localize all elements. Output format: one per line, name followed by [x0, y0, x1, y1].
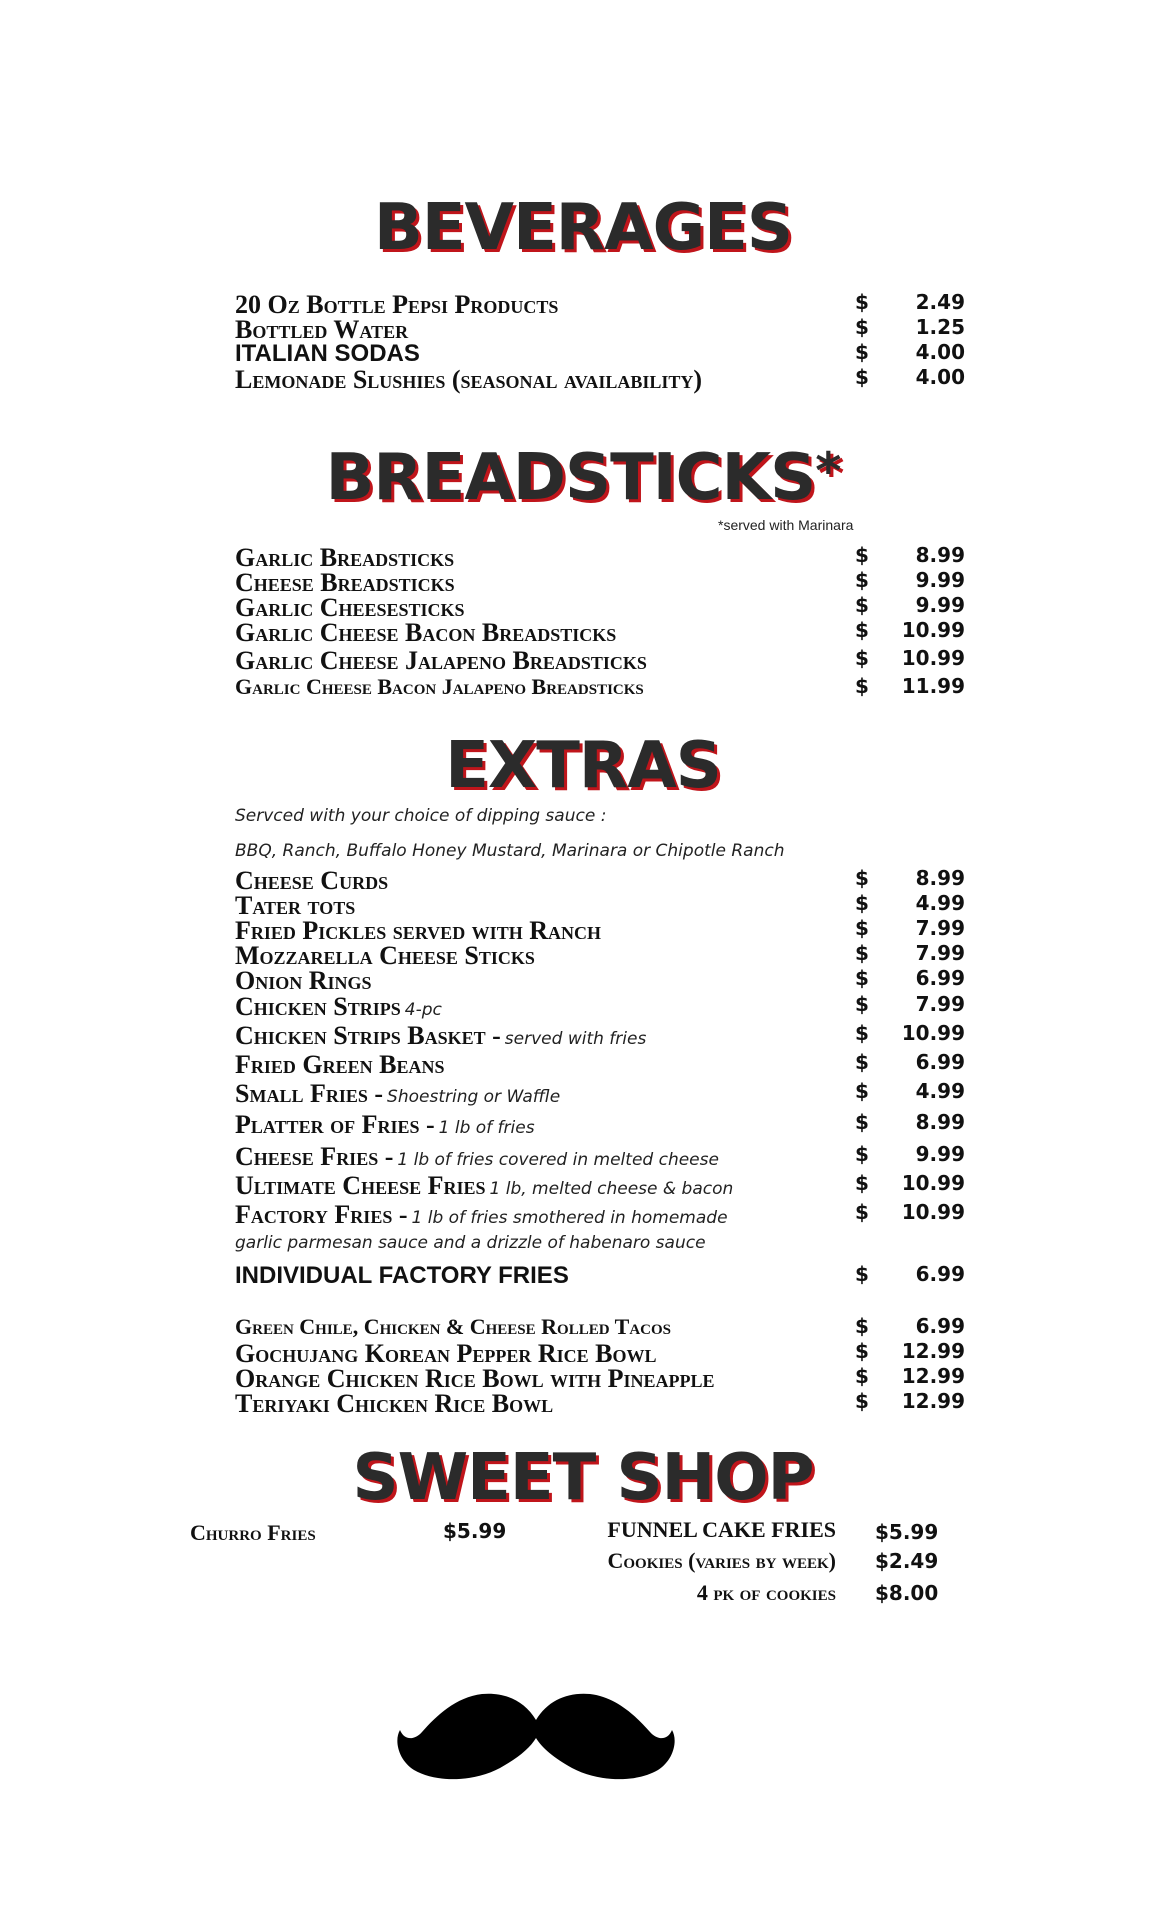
- item-name: Garlic Cheese Jalapeno Breadsticks: [235, 646, 647, 675]
- dollar-sign: $: [855, 866, 869, 890]
- item-name: Platter of Fries -: [235, 1110, 435, 1139]
- item-description: served with fries: [504, 1029, 647, 1049]
- item-name: Tater tots: [235, 891, 356, 920]
- menu-item: [235, 891, 965, 920]
- item-price: 2.49: [915, 290, 965, 314]
- item-price: 8.99: [915, 866, 965, 890]
- item-name: Fried Green Beans: [235, 1050, 445, 1079]
- item-name: Gochujang Korean Pepper Rice Bowl: [235, 1339, 657, 1368]
- dollar-sign: $: [855, 1262, 869, 1286]
- item-price: 4.99: [915, 891, 965, 915]
- menu-item: [235, 1262, 965, 1288]
- item-price: 11.99: [901, 674, 965, 698]
- dollar-sign: $: [855, 618, 869, 642]
- factory-fries-note: garlic parmesan sauce and a drizzle of habenaro sauce: [235, 1233, 706, 1253]
- item-name: Garlic Cheesesticks: [235, 593, 465, 622]
- sweet-item-name: Cookies (varies by week): [607, 1548, 836, 1573]
- item-name: Onion Rings: [235, 966, 372, 995]
- dollar-sign: $: [855, 568, 869, 592]
- item-description: Shoestring or Waffle: [387, 1087, 561, 1107]
- item-price: 9.99: [915, 1142, 965, 1166]
- dollar-sign: $: [855, 290, 869, 314]
- item-description: 1 lb of fries covered in melted cheese: [397, 1150, 719, 1170]
- item-name: Cheese Curds: [235, 866, 389, 895]
- menu-item: [235, 340, 965, 366]
- item-price: 9.99: [915, 593, 965, 617]
- menu-item: [235, 992, 965, 1021]
- beverages-title-text: BEVERAGES: [374, 191, 792, 265]
- menu-item: [235, 593, 965, 622]
- menu-item: [235, 290, 965, 319]
- menu-item: [235, 646, 965, 675]
- dollar-sign: $: [855, 315, 869, 339]
- dollar-sign: $: [855, 340, 869, 364]
- item-price: 10.99: [901, 618, 965, 642]
- item-name: ITALIAN SODAS: [235, 340, 420, 367]
- item-name: INDIVIDUAL FACTORY FRIES: [235, 1262, 569, 1289]
- menu-item: [235, 916, 965, 945]
- mustache-icon: [396, 1690, 676, 1790]
- item-price: 12.99: [901, 1364, 965, 1388]
- item-price: 7.99: [915, 916, 965, 940]
- dollar-sign: $: [855, 1364, 869, 1388]
- dollar-sign: $: [855, 1314, 869, 1338]
- item-price: 6.99: [915, 1050, 965, 1074]
- menu-item: [235, 866, 965, 895]
- item-name: Teriyaki Chicken Rice Bowl: [235, 1389, 554, 1418]
- sweet-item-price: $5.99: [875, 1520, 939, 1544]
- item-price: 6.99: [915, 1314, 965, 1338]
- menu-item: [235, 1142, 965, 1171]
- item-description: 1 lb of fries: [438, 1118, 535, 1138]
- menu-item: [235, 1364, 965, 1393]
- menu-item: [235, 1389, 965, 1418]
- extras-title-text: EXTRAS: [445, 729, 721, 803]
- item-price: 9.99: [915, 568, 965, 592]
- menu-item: [235, 1200, 965, 1229]
- item-price: 6.99: [915, 966, 965, 990]
- dollar-sign: $: [855, 1021, 869, 1045]
- sweet-shop-title-text: SWEET SHOP: [352, 1441, 814, 1515]
- sweet-item-name: 4 pk of cookies: [696, 1580, 836, 1605]
- item-price: 4.00: [915, 340, 965, 364]
- dollar-sign: $: [855, 941, 869, 965]
- sweet-item-price: $8.00: [875, 1581, 939, 1605]
- item-name: Chicken Strips Basket -: [235, 1021, 501, 1050]
- sweet-item-price: $2.49: [875, 1549, 939, 1573]
- item-name: Orange Chicken Rice Bowl with Pineapple: [235, 1364, 715, 1393]
- sweet-item-name: FUNNEL CAKE FRIES: [607, 1517, 836, 1542]
- item-price: 10.99: [901, 1021, 965, 1045]
- dollar-sign: $: [855, 1050, 869, 1074]
- menu-item: [235, 568, 965, 597]
- item-name: Fried Pickles served with Ranch: [235, 916, 601, 945]
- item-name: Cheese Fries -: [235, 1142, 394, 1171]
- dollar-sign: $: [855, 593, 869, 617]
- item-name: Green Chile, Chicken & Cheese Rolled Tacos: [235, 1314, 672, 1339]
- mustache-shape: [397, 1694, 674, 1779]
- dollar-sign: $: [855, 1339, 869, 1363]
- dollar-sign: $: [855, 1079, 869, 1103]
- item-name: Factory Fries -: [235, 1200, 408, 1229]
- sweet-item-name: Churro Fries: [190, 1520, 316, 1545]
- item-name: Garlic Cheese Bacon Breadsticks: [235, 618, 617, 647]
- menu-item: [235, 1079, 965, 1108]
- item-price: 10.99: [901, 1171, 965, 1195]
- item-name: Mozzarella Cheese Sticks: [235, 941, 535, 970]
- dollar-sign: $: [855, 891, 869, 915]
- sweet-item-price: $5.99: [443, 1519, 507, 1543]
- menu-item: [235, 543, 965, 572]
- dollar-sign: $: [855, 916, 869, 940]
- item-description: 1 lb, melted cheese & bacon: [489, 1179, 734, 1199]
- extras-title: [0, 729, 1166, 803]
- item-name: Garlic Cheese Bacon Jalapeno Breadsticks: [235, 674, 644, 699]
- menu-item: [235, 1050, 965, 1079]
- dollar-sign: $: [855, 646, 869, 670]
- beverages-title: [0, 191, 1166, 265]
- dollar-sign: $: [855, 1200, 869, 1224]
- item-price: 4.99: [915, 1079, 965, 1103]
- item-price: 12.99: [901, 1389, 965, 1413]
- dipping-sauce-note: Servced with your choice of dipping sauce :: [235, 806, 607, 826]
- menu-item: [235, 941, 965, 970]
- item-price: 1.25: [915, 315, 965, 339]
- menu-item: [235, 1314, 965, 1340]
- menu-item: [235, 618, 965, 647]
- item-price: 6.99: [915, 1262, 965, 1286]
- dollar-sign: $: [855, 992, 869, 1016]
- item-name: Cheese Breadsticks: [235, 568, 455, 597]
- item-name: 20 Oz Bottle Pepsi Products: [235, 290, 559, 319]
- menu-item: [235, 674, 965, 700]
- item-price: 8.99: [915, 1110, 965, 1134]
- sweet-shop-title: [0, 1441, 1166, 1515]
- dollar-sign: $: [855, 1142, 869, 1166]
- item-price: 8.99: [915, 543, 965, 567]
- breadsticks-title: [0, 441, 1166, 515]
- menu-item: [235, 1021, 965, 1050]
- item-price: 10.99: [901, 646, 965, 670]
- item-name: Ultimate Cheese Fries: [235, 1171, 486, 1200]
- dollar-sign: $: [855, 674, 869, 698]
- breadsticks-note: *served with Marinara: [718, 517, 854, 533]
- menu-item: [235, 365, 965, 394]
- item-name: Small Fries -: [235, 1079, 384, 1108]
- dollar-sign: $: [855, 1110, 869, 1134]
- dollar-sign: $: [855, 365, 869, 389]
- dollar-sign: $: [855, 1171, 869, 1195]
- dollar-sign: $: [855, 543, 869, 567]
- menu-item: [235, 315, 965, 344]
- asterisk-mark: *: [815, 442, 841, 500]
- item-description: 4-pc: [404, 1000, 442, 1020]
- item-name: Garlic Breadsticks: [235, 543, 455, 572]
- menu-item: [235, 1339, 965, 1368]
- menu-item: [235, 1171, 965, 1200]
- item-name: Chicken Strips: [235, 992, 401, 1021]
- dipping-sauce-options: BBQ, Ranch, Buffalo Honey Mustard, Marinara or Chipotle Ranch: [235, 841, 785, 861]
- menu-item: [235, 1110, 965, 1139]
- item-price: 10.99: [901, 1200, 965, 1224]
- item-description: 1 lb of fries smothered in homemade: [411, 1208, 728, 1228]
- item-price: 7.99: [915, 941, 965, 965]
- item-price: 12.99: [901, 1339, 965, 1363]
- menu-item: [235, 966, 965, 995]
- dollar-sign: $: [855, 1389, 869, 1413]
- dollar-sign: $: [855, 966, 869, 990]
- item-price: 4.00: [915, 365, 965, 389]
- breadsticks-title-text: BREADSTICKS: [325, 441, 816, 515]
- item-price: 7.99: [915, 992, 965, 1016]
- item-name: Bottled Water: [235, 315, 409, 344]
- item-name: Lemonade Slushies (seasonal availability): [235, 365, 703, 394]
